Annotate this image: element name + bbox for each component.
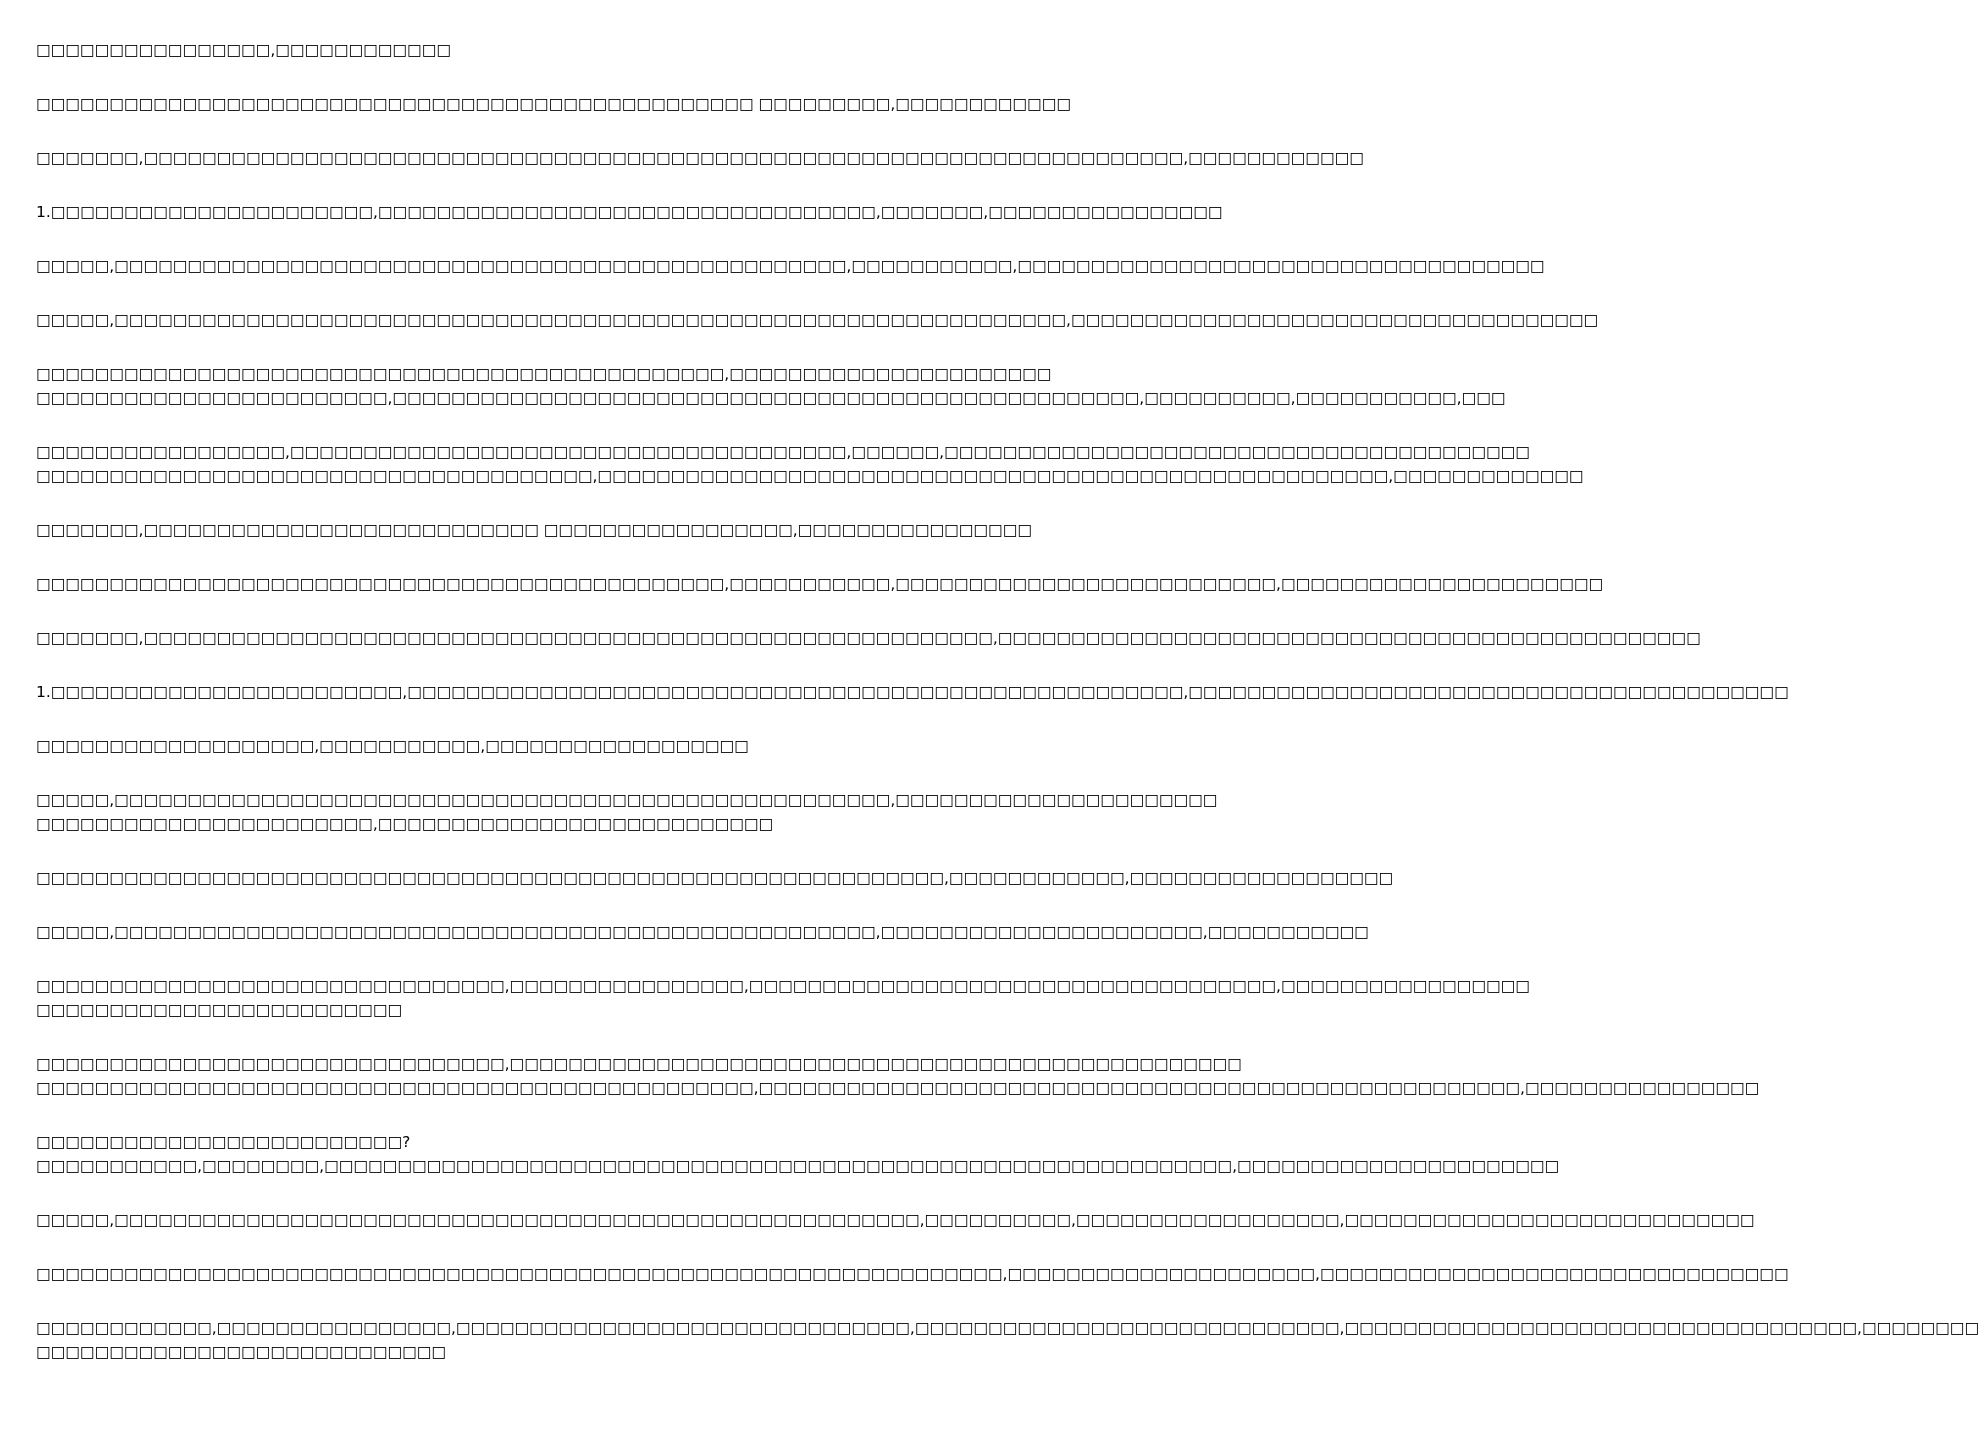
- paragraph-line: □□□□□□□□□□□□□□□□□□□□□□□□□□□□□□□□,□□□□□□□□□□□□□□□□,□□□□□□□□□□□□□□□□□□□□□□□□□□□□□□□□□□□□,□□□□□□□□□□□□□□□□□: [36, 977, 1530, 995]
- paragraph: [36, 440, 1584, 488]
- paragraph-line: □□□□□□□□□□□□□□□□□□□□□□□□□□□□□□□□,□□□□□□□□□□□□□□□□□□□□□□□□□□□□□□□□□□□□□□□□□□□□□□□□□□: [36, 1055, 1242, 1073]
- paragraph-line: □□□□□□□□□□□□□□□□□,□□□□□□□□□□□□□□□□□□□□□□□□□□□□□□□□□□□□□□,□□□□□□,□□□□□□□□□□□□□□□□□□□□□□□□□□□□□□□□□□□□□□□□: [36, 443, 1530, 461]
- paragraph: [36, 308, 1599, 332]
- paragraph-line: □□□□□□□□□□□□□□□□□□□□□□□□□?: [36, 1133, 411, 1151]
- paragraph-line: □□□□□□□□□□□□□□□□□□□□□□□□□□□□□□□□□□□□□□□□□□□□□□□□□ □□□□□□□□□,□□□□□□□□□□□□: [36, 95, 1071, 113]
- paragraph: [36, 1208, 1755, 1232]
- paragraph-line: □□□□□□□□□□□□□□□□□□□□□□□□□□□□□□□□□□□□□□□□□□□□□□□,□□□□□□□□□□□□□□□□□□□□□□: [36, 365, 1052, 383]
- paragraph: [36, 1262, 1789, 1286]
- paragraph-line: □□□□□,□□□□□□□□□□□□□□□□□□□□□□□□□□□□□□□□□□□□□□□□□□□□□□□□□□□□□,□□□□□□□□□□□□□□□□□□□□□□: [36, 791, 1218, 809]
- paragraph-line: □□□□□□□□□□□□□□□□□□□□□□□□□□□□□□□□□□□□□□□□□□□□□□□□□□□□□□□□□□□□□□□□□□,□□□□□□□□□□□□□□□□□□□□□,□□□□□□□□□□□□□□□□□□□□□□□□□□□□□□□□: [36, 1265, 1789, 1283]
- paragraph: [36, 146, 1364, 170]
- paragraph: [36, 1130, 1560, 1178]
- paragraph-line: □□□□□□□□□□□□□□□□□□□□□□□□□: [36, 1001, 403, 1019]
- paragraph-line: □□□□□□□,□□□□□□□□□□□□□□□□□□□□□□□□□□□□□□□□□□□□□□□□□□□□□□□□□□□□□□□□□□□□□□□□□□□□□□□,□□□□□□□□□□□□: [36, 149, 1364, 167]
- paragraph-line: □□□□□,□□□□□□□□□□□□□□□□□□□□□□□□□□□□□□□□□□□□□□□□□□□□□□□□□□□□□□□□□□□□□□□□□,□□□□□□□□□□□□□□□□□□□□□□□□□□□□□□□□□□□□: [36, 311, 1599, 329]
- paragraph: [36, 200, 1223, 224]
- paragraph: [36, 920, 1369, 944]
- paragraph: [36, 788, 1218, 836]
- paragraph: [36, 626, 1701, 650]
- paragraph-line: □□□□□□□□□□□□□□□□□□□□□□□□□□□□: [36, 1343, 447, 1361]
- paragraph: [36, 254, 1545, 278]
- paragraph-line: 1.□□□□□□□□□□□□□□□□□□□□□□□□,□□□□□□□□□□□□□□□□□□□□□□□□□□□□□□□□□□□□□□□□□□□□□□□□□□□□□,□□□□□□□□□□□□□□□□□□□□□□□□□□□□□□□□□□□□□□□□□: [36, 683, 1789, 701]
- paragraph-line: □□□□□□□,□□□□□□□□□□□□□□□□□□□□□□□□□□□□□□□□□□□□□□□□□□□□□□□□□□□□□□□□□□,□□□□□□□□□□□□□□□□□□□□□□□□□□□□□□□□□□□□□□□□□□□□□□□□: [36, 629, 1701, 647]
- paragraph: [36, 572, 1604, 596]
- paragraph: [36, 1316, 1979, 1364]
- paragraph: [36, 1052, 1760, 1100]
- paragraph-line: □□□□□,□□□□□□□□□□□□□□□□□□□□□□□□□□□□□□□□□□□□□□□□□□□□□□□□□□,□□□□□□□□□□□,□□□□□□□□□□□□□□□□□□□□□□□□□□□□□□□□□□□□: [36, 257, 1545, 275]
- paragraph-line: □□□□□□□□□□□□□□□□□□□□□□□□□□□□□□□□□□□□□□,□□□□□□□□□□□□□□□□□□□□□□□□□□□□□□□□□□□□□□□□□□□□□□□□□□□□□□,□□□□□□□□□□□□□: [36, 467, 1584, 485]
- paragraph-line: □□□□□□□□□□□□□□□□□□□□□□□□□□□□□□□□□□□□□□□□□□□□□□□□□□□□□□□□□□□□□□,□□□□□□□□□□□□,□□□□□□□□□□□□□□□□□□: [36, 869, 1394, 887]
- paragraph-line: □□□□□□□□□□□□□□□□□□□□□□□,□□□□□□□□□□□□□□□□□□□□□□□□□□□: [36, 815, 774, 833]
- paragraph-line: □□□□□□□□□□□□□□□□□□□□□□□□,□□□□□□□□□□□□□□□□□□□□□□□□□□□□□□□□□□□□□□□□□□□□□□□□□□□,□□□□□□□□□□,□□□□□□□□□□□,□□□: [36, 389, 1506, 407]
- paragraph-line: □□□□□□□□□□□□□□□□□□□□□□□□□□□□□□□□□□□□□□□□□□□□□□□,□□□□□□□□□□□,□□□□□□□□□□□□□□□□□□□□□□□□□□,□□□□□□□□□□□□□□□□□□□□□□: [36, 575, 1604, 593]
- paragraph: [36, 734, 990, 758]
- paragraph: [36, 362, 1506, 410]
- paragraph-line: □□□□□□□□□□□,□□□□□□□□,□□□□□□□□□□□□□□□□□□□□□□□□□□□□□□□□□□□□□□□□□□□□□□□□□□□□□□□□□□□□□□,□□□□□□□□□□□□□□□□□□□□□□: [36, 1157, 1560, 1175]
- paragraph: [36, 518, 1032, 542]
- paragraph-line: □□□□□□□,□□□□□□□□□□□□□□□□□□□□□□□□□□□ □□□□□□□□□□□□□□□□□,□□□□□□□□□□□□□□□□: [36, 521, 1032, 539]
- paragraph: [36, 974, 1530, 1022]
- paragraph-line: □□□□□,□□□□□□□□□□□□□□□□□□□□□□□□□□□□□□□□□□□□□□□□□□□□□□□□□□□□,□□□□□□□□□□□□□□□□□□□□□□,□□□□□□□□□□□: [36, 923, 1369, 941]
- paragraph-line: 1.□□□□□□□□□□□□□□□□□□□□□□,□□□□□□□□□□□□□□□□□□□□□□□□□□□□□□□□□□,□□□□□□□,□□□□□□□□□□□□□□□□: [36, 203, 1223, 221]
- document-page: [36, 38, 1979, 1394]
- paragraph-line: □□□□□□□□□□□□□□□□,□□□□□□□□□□□□: [36, 41, 451, 59]
- paragraph: [36, 38, 990, 62]
- paragraph: [36, 680, 1789, 704]
- paragraph-line: □□□□□□□□□□□□□□□□□□□□□□□□□□□□□□□□□□□□□□□□□□□□□□□□□,□□□□□□□□□□□□□□□□□□□□□□□□□□□□□□□□□□□□□□□□□□□□□□□□□□□□,□□□□□□□□□□□□□□□□: [36, 1079, 1760, 1097]
- paragraph: [36, 92, 1071, 116]
- paragraph-line: □□□□□□□□□□□□,□□□□□□□□□□□□□□□□,□□□□□□□□□□□□□□□□□□□□□□□□□□□□□□□,□□□□□□□□□□□□□□□□□□□□□□□□□□□□□,□□□□□□□□□□□□□□□□□□□□□□□□□□□□□□□□□□□,□□□□□□□□: [36, 1319, 1979, 1337]
- paragraph: [36, 866, 1394, 890]
- paragraph-line: □□□□□□□□□□□□□□□□□□□,□□□□□□□□□□□,□□□□□□□□□□□□□□□□□□: [36, 737, 749, 755]
- paragraph-line: □□□□□,□□□□□□□□□□□□□□□□□□□□□□□□□□□□□□□□□□□□□□□□□□□□□□□□□□□□□□□,□□□□□□□□□□,□□□□□□□□□□□□□□□□□□,□□□□□□□□□□□□□□□□□□□□□□□□□□□□: [36, 1211, 1755, 1229]
